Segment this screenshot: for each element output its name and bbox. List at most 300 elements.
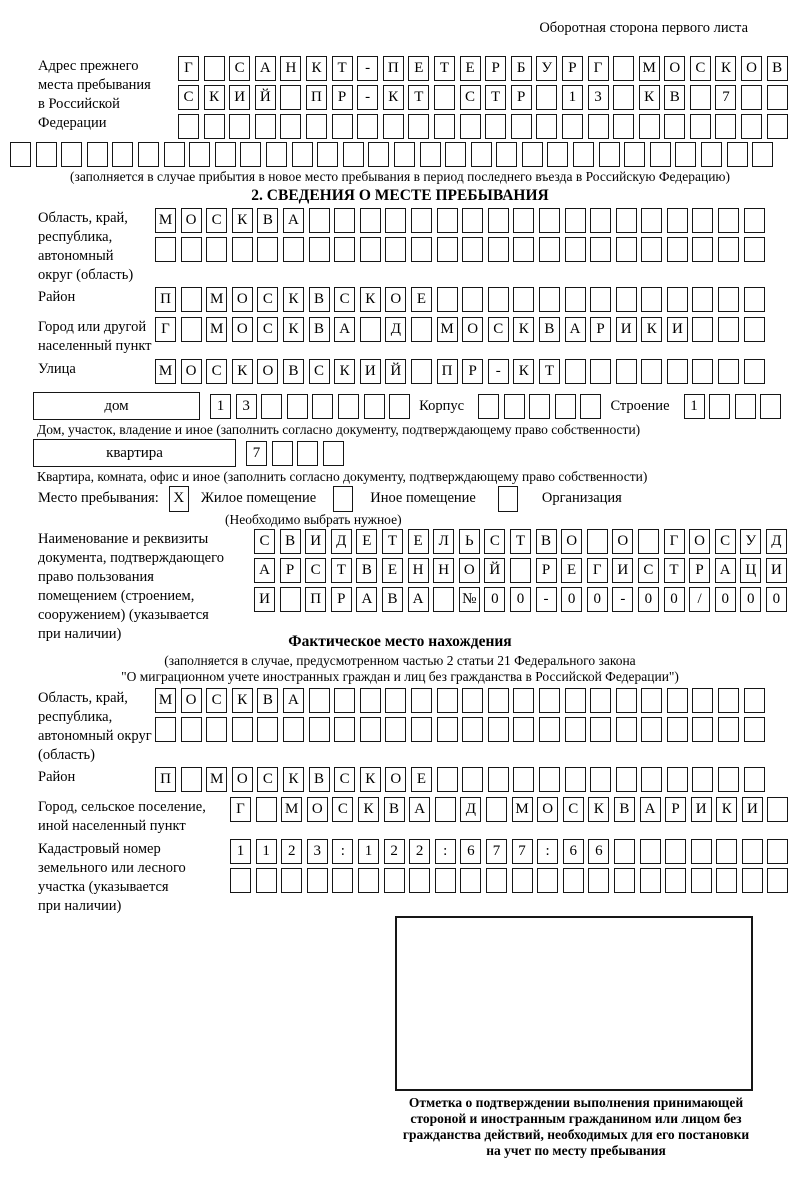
char-box[interactable] bbox=[667, 717, 688, 742]
char-box[interactable]: Е bbox=[408, 529, 429, 554]
char-box[interactable]: 0 bbox=[561, 587, 582, 612]
char-box[interactable] bbox=[297, 441, 318, 466]
char-box[interactable] bbox=[616, 767, 637, 792]
char-box[interactable] bbox=[744, 287, 765, 312]
char-box[interactable]: М bbox=[155, 359, 176, 384]
char-box[interactable] bbox=[360, 317, 381, 342]
char-box[interactable] bbox=[565, 717, 586, 742]
char-box[interactable] bbox=[539, 767, 560, 792]
char-box[interactable]: В bbox=[767, 56, 788, 81]
char-box[interactable]: Р bbox=[332, 85, 353, 110]
char-box[interactable] bbox=[360, 717, 381, 742]
char-box[interactable]: 1 bbox=[684, 394, 705, 419]
char-box[interactable] bbox=[343, 142, 364, 167]
char-box[interactable] bbox=[667, 767, 688, 792]
char-box[interactable]: 0 bbox=[587, 587, 608, 612]
char-box[interactable]: / bbox=[689, 587, 710, 612]
char-box[interactable] bbox=[272, 441, 293, 466]
char-box[interactable]: К bbox=[715, 56, 736, 81]
char-box[interactable]: Б bbox=[511, 56, 532, 81]
char-box[interactable]: С bbox=[257, 317, 278, 342]
char-box[interactable] bbox=[312, 394, 333, 419]
char-box[interactable] bbox=[667, 688, 688, 713]
char-box[interactable] bbox=[616, 688, 637, 713]
char-box[interactable] bbox=[513, 237, 534, 262]
char-box[interactable] bbox=[323, 441, 344, 466]
char-box[interactable] bbox=[536, 114, 557, 139]
char-box[interactable]: И bbox=[229, 85, 250, 110]
char-box[interactable]: 3 bbox=[588, 85, 609, 110]
char-box[interactable] bbox=[389, 394, 410, 419]
char-box[interactable] bbox=[334, 237, 355, 262]
char-box[interactable] bbox=[744, 237, 765, 262]
char-box[interactable]: В bbox=[536, 529, 557, 554]
char-box[interactable]: А bbox=[715, 558, 736, 583]
char-box[interactable]: О bbox=[181, 208, 202, 233]
char-box[interactable] bbox=[767, 868, 788, 893]
char-box[interactable] bbox=[433, 587, 454, 612]
char-box[interactable] bbox=[742, 839, 763, 864]
char-box[interactable]: Г bbox=[587, 558, 608, 583]
char-box[interactable] bbox=[590, 287, 611, 312]
char-box[interactable]: К bbox=[232, 688, 253, 713]
char-box[interactable] bbox=[411, 717, 432, 742]
char-box[interactable] bbox=[357, 114, 378, 139]
char-box[interactable] bbox=[280, 85, 301, 110]
char-box[interactable] bbox=[616, 237, 637, 262]
char-box[interactable]: К bbox=[360, 767, 381, 792]
char-box[interactable]: П bbox=[155, 767, 176, 792]
char-box[interactable]: В bbox=[283, 359, 304, 384]
char-box[interactable] bbox=[539, 688, 560, 713]
char-box[interactable] bbox=[667, 359, 688, 384]
char-box[interactable] bbox=[638, 529, 659, 554]
char-box[interactable]: С bbox=[257, 287, 278, 312]
char-box[interactable] bbox=[741, 114, 762, 139]
char-box[interactable] bbox=[256, 797, 277, 822]
char-box[interactable] bbox=[306, 114, 327, 139]
char-box[interactable] bbox=[718, 767, 739, 792]
char-box[interactable] bbox=[471, 142, 492, 167]
char-box[interactable] bbox=[664, 114, 685, 139]
char-box[interactable]: 7 bbox=[715, 85, 736, 110]
char-box[interactable]: О bbox=[385, 287, 406, 312]
char-box[interactable] bbox=[358, 868, 379, 893]
char-box[interactable]: Л bbox=[433, 529, 454, 554]
char-box[interactable] bbox=[640, 868, 661, 893]
char-box[interactable] bbox=[409, 868, 430, 893]
char-box[interactable]: М bbox=[155, 688, 176, 713]
char-box[interactable] bbox=[334, 688, 355, 713]
char-box[interactable] bbox=[513, 717, 534, 742]
char-box[interactable]: В bbox=[382, 587, 403, 612]
char-box[interactable] bbox=[580, 394, 601, 419]
char-box[interactable]: Т bbox=[434, 56, 455, 81]
char-box[interactable] bbox=[599, 142, 620, 167]
char-box[interactable] bbox=[744, 688, 765, 713]
char-box[interactable]: А bbox=[408, 587, 429, 612]
char-box[interactable]: О bbox=[181, 688, 202, 713]
char-box[interactable] bbox=[641, 767, 662, 792]
char-box[interactable]: 1 bbox=[256, 839, 277, 864]
char-box[interactable] bbox=[408, 114, 429, 139]
char-box[interactable] bbox=[692, 688, 713, 713]
char-box[interactable] bbox=[760, 394, 781, 419]
char-box[interactable]: О bbox=[181, 359, 202, 384]
char-box[interactable]: П bbox=[383, 56, 404, 81]
char-box[interactable]: Е bbox=[460, 56, 481, 81]
char-box[interactable] bbox=[641, 688, 662, 713]
char-box[interactable]: 0 bbox=[740, 587, 761, 612]
char-box[interactable] bbox=[667, 237, 688, 262]
char-box[interactable] bbox=[488, 688, 509, 713]
char-box[interactable] bbox=[411, 208, 432, 233]
char-box[interactable] bbox=[437, 717, 458, 742]
char-box[interactable] bbox=[215, 142, 236, 167]
char-box[interactable]: Д bbox=[331, 529, 352, 554]
char-box[interactable]: М bbox=[206, 287, 227, 312]
char-box[interactable] bbox=[309, 688, 330, 713]
char-box[interactable] bbox=[665, 839, 686, 864]
char-box[interactable] bbox=[613, 85, 634, 110]
char-box[interactable] bbox=[590, 359, 611, 384]
char-box[interactable]: 6 bbox=[460, 839, 481, 864]
char-box[interactable] bbox=[718, 208, 739, 233]
char-box[interactable]: П bbox=[437, 359, 458, 384]
char-box[interactable]: Р bbox=[689, 558, 710, 583]
char-box[interactable]: П bbox=[305, 587, 326, 612]
char-box[interactable] bbox=[385, 717, 406, 742]
char-box[interactable]: С bbox=[715, 529, 736, 554]
char-box[interactable]: С bbox=[305, 558, 326, 583]
char-box[interactable] bbox=[181, 237, 202, 262]
char-box[interactable] bbox=[718, 717, 739, 742]
char-box[interactable]: Т bbox=[539, 359, 560, 384]
char-box[interactable] bbox=[437, 688, 458, 713]
char-box[interactable]: : bbox=[537, 839, 558, 864]
char-box[interactable] bbox=[565, 287, 586, 312]
char-box[interactable]: С bbox=[257, 767, 278, 792]
char-box[interactable] bbox=[384, 868, 405, 893]
char-box[interactable]: 6 bbox=[588, 839, 609, 864]
char-box[interactable] bbox=[360, 208, 381, 233]
char-box[interactable] bbox=[616, 359, 637, 384]
char-box[interactable] bbox=[718, 688, 739, 713]
char-box[interactable] bbox=[462, 717, 483, 742]
char-box[interactable]: В bbox=[539, 317, 560, 342]
char-box[interactable] bbox=[307, 868, 328, 893]
char-box[interactable] bbox=[744, 317, 765, 342]
char-box[interactable]: В bbox=[384, 797, 405, 822]
char-box[interactable]: 1 bbox=[210, 394, 231, 419]
char-box[interactable] bbox=[10, 142, 31, 167]
char-box[interactable]: А bbox=[255, 56, 276, 81]
char-box[interactable]: Т bbox=[485, 85, 506, 110]
char-box[interactable]: : bbox=[332, 839, 353, 864]
char-box[interactable]: 1 bbox=[358, 839, 379, 864]
char-box[interactable] bbox=[181, 717, 202, 742]
residence-checkbox-inoe[interactable] bbox=[333, 486, 353, 512]
char-box[interactable] bbox=[112, 142, 133, 167]
char-box[interactable]: О bbox=[307, 797, 328, 822]
char-box[interactable]: С bbox=[334, 287, 355, 312]
char-box[interactable]: К bbox=[358, 797, 379, 822]
char-box[interactable] bbox=[383, 114, 404, 139]
char-box[interactable] bbox=[437, 287, 458, 312]
char-box[interactable]: В bbox=[309, 767, 330, 792]
char-box[interactable] bbox=[727, 142, 748, 167]
char-box[interactable] bbox=[690, 85, 711, 110]
char-box[interactable]: - bbox=[357, 56, 378, 81]
char-box[interactable] bbox=[675, 142, 696, 167]
char-box[interactable] bbox=[624, 142, 645, 167]
char-box[interactable]: 7 bbox=[246, 441, 267, 466]
char-box[interactable]: Й bbox=[385, 359, 406, 384]
char-box[interactable] bbox=[257, 717, 278, 742]
char-box[interactable] bbox=[522, 142, 543, 167]
char-box[interactable] bbox=[690, 114, 711, 139]
char-box[interactable] bbox=[462, 688, 483, 713]
char-box[interactable]: С bbox=[206, 208, 227, 233]
char-box[interactable]: Д bbox=[766, 529, 787, 554]
char-box[interactable]: Т bbox=[332, 56, 353, 81]
char-box[interactable] bbox=[692, 287, 713, 312]
char-box[interactable] bbox=[445, 142, 466, 167]
char-box[interactable] bbox=[435, 868, 456, 893]
char-box[interactable] bbox=[513, 208, 534, 233]
char-box[interactable] bbox=[488, 237, 509, 262]
char-box[interactable] bbox=[138, 142, 159, 167]
char-box[interactable] bbox=[692, 317, 713, 342]
char-box[interactable]: 3 bbox=[307, 839, 328, 864]
char-box[interactable]: А bbox=[356, 587, 377, 612]
char-box[interactable] bbox=[565, 237, 586, 262]
char-box[interactable] bbox=[555, 394, 576, 419]
char-box[interactable] bbox=[309, 208, 330, 233]
char-box[interactable]: К bbox=[513, 317, 534, 342]
char-box[interactable] bbox=[462, 287, 483, 312]
char-box[interactable]: 0 bbox=[638, 587, 659, 612]
char-box[interactable] bbox=[641, 237, 662, 262]
char-box[interactable]: 0 bbox=[510, 587, 531, 612]
char-box[interactable]: № bbox=[459, 587, 480, 612]
char-box[interactable] bbox=[229, 114, 250, 139]
char-box[interactable] bbox=[613, 114, 634, 139]
char-box[interactable] bbox=[437, 237, 458, 262]
char-box[interactable]: И bbox=[360, 359, 381, 384]
char-box[interactable]: Р bbox=[536, 558, 557, 583]
char-box[interactable]: У bbox=[536, 56, 557, 81]
char-box[interactable]: - bbox=[612, 587, 633, 612]
char-box[interactable]: А bbox=[254, 558, 275, 583]
char-box[interactable] bbox=[411, 359, 432, 384]
char-box[interactable]: Т bbox=[331, 558, 352, 583]
char-box[interactable]: И bbox=[254, 587, 275, 612]
char-box[interactable]: 0 bbox=[484, 587, 505, 612]
char-box[interactable] bbox=[639, 114, 660, 139]
char-box[interactable] bbox=[513, 767, 534, 792]
char-box[interactable]: И bbox=[742, 797, 763, 822]
char-box[interactable] bbox=[206, 237, 227, 262]
char-box[interactable]: А bbox=[409, 797, 430, 822]
char-box[interactable]: Р bbox=[485, 56, 506, 81]
char-box[interactable]: О bbox=[385, 767, 406, 792]
char-box[interactable] bbox=[715, 114, 736, 139]
char-box[interactable] bbox=[181, 287, 202, 312]
char-box[interactable] bbox=[181, 317, 202, 342]
char-box[interactable]: А bbox=[640, 797, 661, 822]
char-box[interactable] bbox=[478, 394, 499, 419]
char-box[interactable]: Т bbox=[382, 529, 403, 554]
char-box[interactable] bbox=[716, 868, 737, 893]
char-box[interactable] bbox=[462, 767, 483, 792]
char-box[interactable]: Й bbox=[255, 85, 276, 110]
char-box[interactable]: В bbox=[614, 797, 635, 822]
char-box[interactable]: О bbox=[459, 558, 480, 583]
char-box[interactable]: П bbox=[155, 287, 176, 312]
char-box[interactable] bbox=[309, 717, 330, 742]
char-box[interactable]: О bbox=[232, 767, 253, 792]
char-box[interactable] bbox=[462, 208, 483, 233]
char-box[interactable] bbox=[692, 717, 713, 742]
char-box[interactable]: С bbox=[309, 359, 330, 384]
char-box[interactable] bbox=[504, 394, 525, 419]
char-box[interactable] bbox=[590, 237, 611, 262]
char-box[interactable] bbox=[435, 797, 456, 822]
char-box[interactable]: Г bbox=[664, 529, 685, 554]
char-box[interactable]: Р bbox=[665, 797, 686, 822]
char-box[interactable]: К bbox=[232, 208, 253, 233]
char-box[interactable] bbox=[718, 287, 739, 312]
char-box[interactable]: У bbox=[740, 529, 761, 554]
char-box[interactable]: 0 bbox=[664, 587, 685, 612]
char-box[interactable]: 1 bbox=[230, 839, 251, 864]
char-box[interactable] bbox=[434, 85, 455, 110]
char-box[interactable]: О bbox=[689, 529, 710, 554]
char-box[interactable] bbox=[385, 237, 406, 262]
char-box[interactable] bbox=[280, 114, 301, 139]
char-box[interactable]: 7 bbox=[512, 839, 533, 864]
char-box[interactable]: М bbox=[155, 208, 176, 233]
char-box[interactable]: П bbox=[306, 85, 327, 110]
char-box[interactable] bbox=[587, 529, 608, 554]
char-box[interactable]: Н bbox=[280, 56, 301, 81]
char-box[interactable]: С bbox=[638, 558, 659, 583]
char-box[interactable] bbox=[280, 587, 301, 612]
char-box[interactable]: - bbox=[357, 85, 378, 110]
char-box[interactable] bbox=[488, 767, 509, 792]
char-box[interactable]: Р bbox=[462, 359, 483, 384]
char-box[interactable] bbox=[460, 868, 481, 893]
char-box[interactable]: К bbox=[232, 359, 253, 384]
char-box[interactable] bbox=[547, 142, 568, 167]
char-box[interactable]: 2 bbox=[409, 839, 430, 864]
char-box[interactable]: В bbox=[257, 688, 278, 713]
char-box[interactable]: С bbox=[254, 529, 275, 554]
char-box[interactable] bbox=[562, 114, 583, 139]
char-box[interactable]: С bbox=[332, 797, 353, 822]
char-box[interactable] bbox=[204, 114, 225, 139]
char-box[interactable] bbox=[616, 287, 637, 312]
char-box[interactable]: С bbox=[229, 56, 250, 81]
char-box[interactable]: Р bbox=[562, 56, 583, 81]
char-box[interactable] bbox=[232, 237, 253, 262]
char-box[interactable] bbox=[257, 237, 278, 262]
char-box[interactable]: А bbox=[283, 208, 304, 233]
char-box[interactable]: Е bbox=[356, 529, 377, 554]
char-box[interactable]: Д bbox=[460, 797, 481, 822]
char-box[interactable]: Р bbox=[331, 587, 352, 612]
char-box[interactable] bbox=[334, 717, 355, 742]
char-box[interactable] bbox=[641, 287, 662, 312]
char-box[interactable]: Г bbox=[588, 56, 609, 81]
char-box[interactable] bbox=[332, 868, 353, 893]
char-box[interactable] bbox=[588, 114, 609, 139]
char-box[interactable]: Г bbox=[178, 56, 199, 81]
char-box[interactable] bbox=[565, 359, 586, 384]
char-box[interactable] bbox=[573, 142, 594, 167]
char-box[interactable]: 2 bbox=[281, 839, 302, 864]
char-box[interactable] bbox=[317, 142, 338, 167]
char-box[interactable]: 1 bbox=[562, 85, 583, 110]
char-box[interactable]: В bbox=[309, 317, 330, 342]
char-box[interactable]: Т bbox=[510, 529, 531, 554]
char-box[interactable]: М bbox=[512, 797, 533, 822]
char-box[interactable] bbox=[178, 114, 199, 139]
char-box[interactable] bbox=[614, 868, 635, 893]
char-box[interactable] bbox=[741, 85, 762, 110]
char-box[interactable]: А bbox=[565, 317, 586, 342]
char-box[interactable] bbox=[691, 839, 712, 864]
char-box[interactable] bbox=[641, 717, 662, 742]
char-box[interactable] bbox=[181, 767, 202, 792]
char-box[interactable] bbox=[641, 359, 662, 384]
char-box[interactable] bbox=[437, 208, 458, 233]
char-box[interactable] bbox=[87, 142, 108, 167]
char-box[interactable]: К bbox=[306, 56, 327, 81]
char-box[interactable] bbox=[692, 208, 713, 233]
char-box[interactable]: В bbox=[664, 85, 685, 110]
char-box[interactable]: И bbox=[667, 317, 688, 342]
char-box[interactable] bbox=[411, 688, 432, 713]
char-box[interactable] bbox=[360, 688, 381, 713]
char-box[interactable] bbox=[164, 142, 185, 167]
char-box[interactable] bbox=[437, 767, 458, 792]
char-box[interactable] bbox=[460, 114, 481, 139]
char-box[interactable] bbox=[488, 287, 509, 312]
char-box[interactable] bbox=[513, 287, 534, 312]
char-box[interactable]: О bbox=[232, 317, 253, 342]
char-box[interactable]: М bbox=[206, 767, 227, 792]
char-box[interactable] bbox=[640, 839, 661, 864]
char-box[interactable] bbox=[641, 208, 662, 233]
char-box[interactable]: Ц bbox=[740, 558, 761, 583]
char-box[interactable] bbox=[716, 839, 737, 864]
char-box[interactable]: О bbox=[612, 529, 633, 554]
char-box[interactable]: Д bbox=[385, 317, 406, 342]
char-box[interactable] bbox=[667, 208, 688, 233]
char-box[interactable]: 7 bbox=[486, 839, 507, 864]
char-box[interactable]: О bbox=[537, 797, 558, 822]
char-box[interactable] bbox=[394, 142, 415, 167]
char-box[interactable]: С bbox=[334, 767, 355, 792]
char-box[interactable]: К bbox=[283, 317, 304, 342]
char-box[interactable] bbox=[709, 394, 730, 419]
char-box[interactable]: 6 bbox=[563, 839, 584, 864]
char-box[interactable]: С bbox=[460, 85, 481, 110]
char-box[interactable] bbox=[283, 237, 304, 262]
char-box[interactable] bbox=[281, 868, 302, 893]
